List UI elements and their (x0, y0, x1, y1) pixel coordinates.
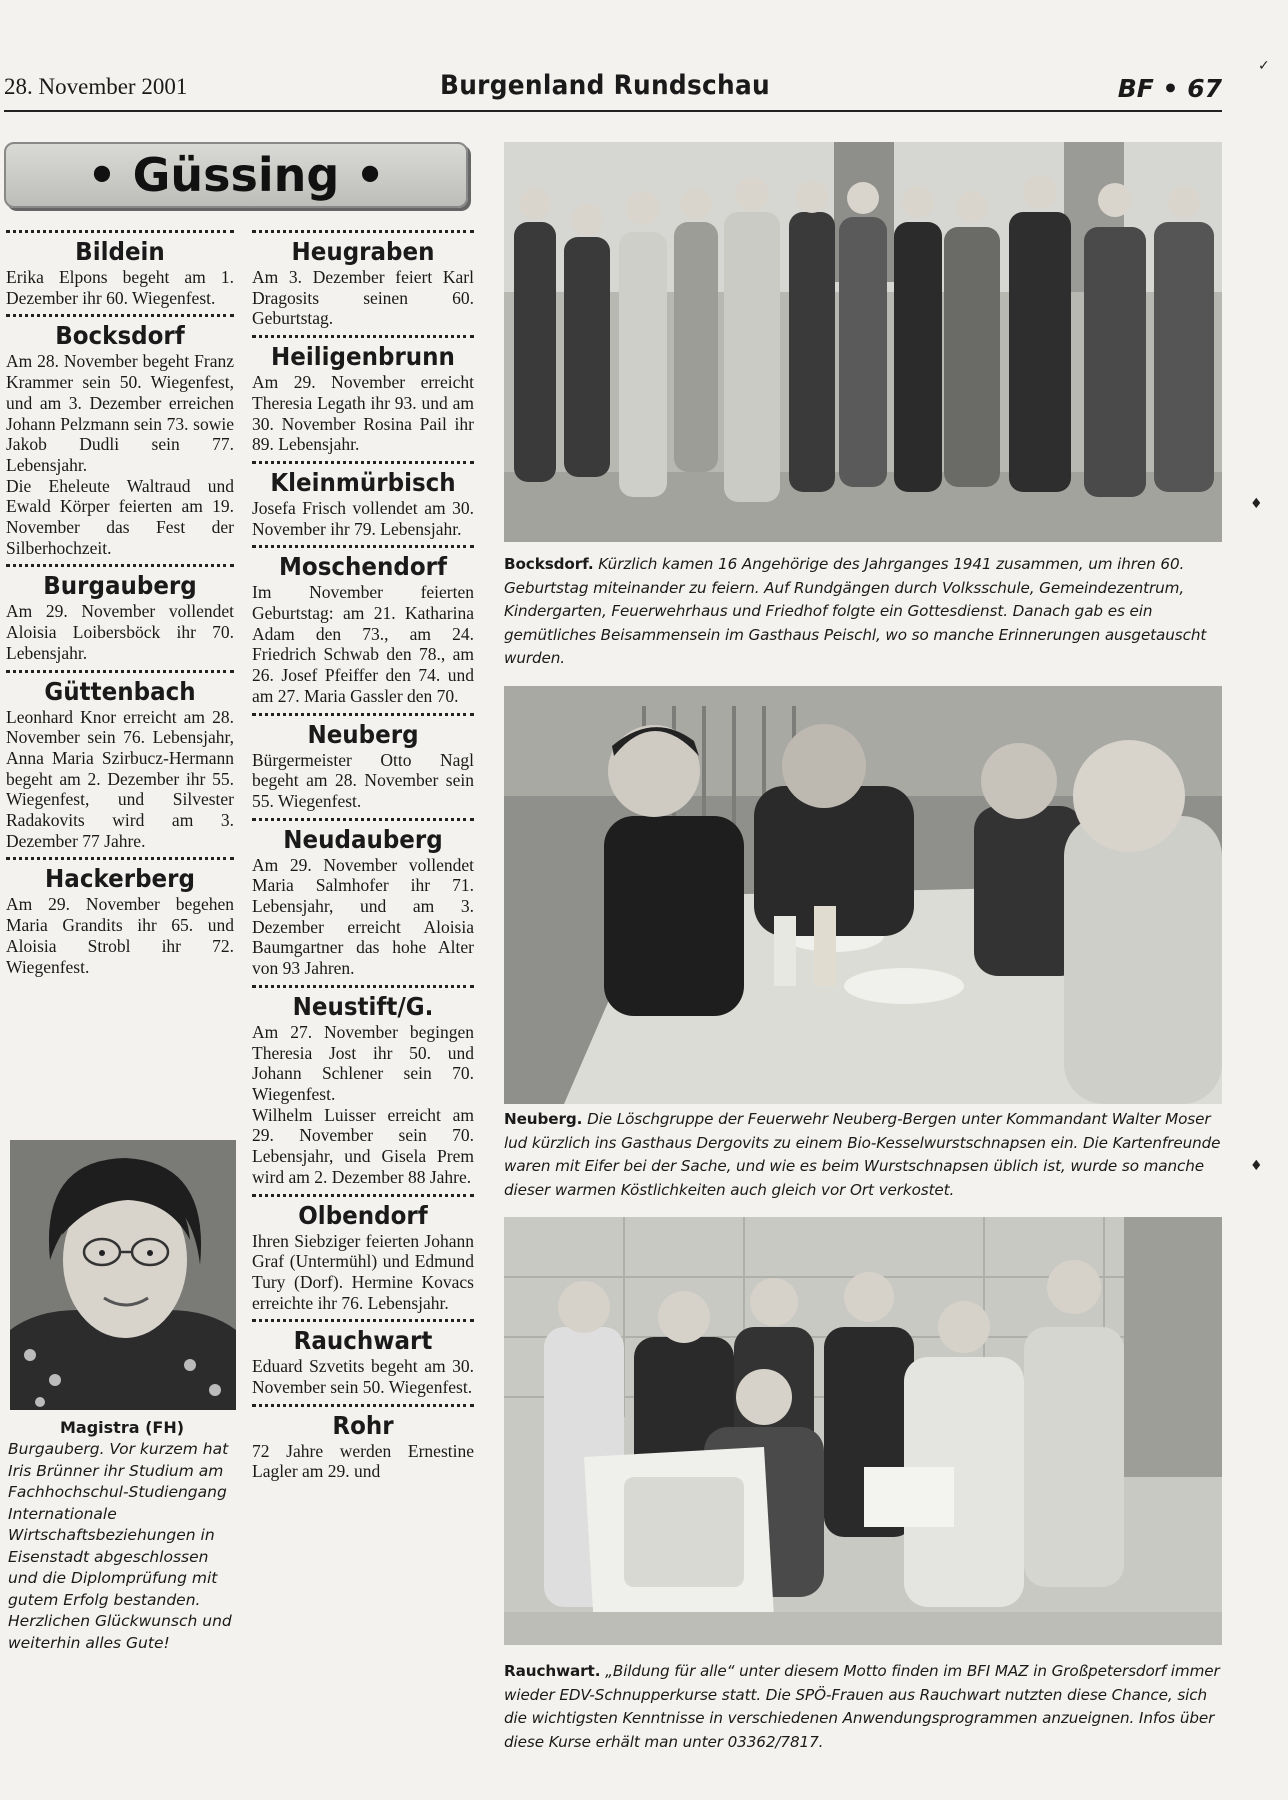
birthday-column-right (252, 228, 474, 1488)
village-heading: Heiligenbrunn (271, 342, 455, 372)
village-heading: Bildein (75, 237, 165, 266)
divider (252, 545, 474, 548)
divider (252, 1319, 474, 1322)
entry-text: Bürgermeister Otto Nagl begeht am 28. November sein 55. Wiegenfest. (252, 749, 474, 811)
entry-text: Am 29. November erreicht Theresia Legath ihr 93. und am 30. November Rosina Pail ihr 89. Lebensjahr. (252, 372, 474, 455)
divider (252, 818, 474, 821)
section-title: • Güssing • (87, 148, 385, 202)
portrait-caption-title: Magistra (FH) (59, 1418, 185, 1437)
entry-text: Am 29. November vollendet Maria Salmhofer ihr 71. Lebensjahr, und am 3. Dezember erreicht Aloisia Baumgartner das hohe Alter von 93 Jahren. (252, 854, 474, 979)
divider (6, 564, 234, 567)
caption-text: Kürzlich kamen 16 Angehörige des Jahrganges 1941 zusammen, um ihren 60. Geburtstag miteinander zu feiern. Auf Rundgängen durch Volksschule, Gemeindezentrum, Kindergarten, Feuerwehrhaus und Friedhof folgte ein Gottesdienst. Danach gab es ein gemütliches Beisammensein im Gasthaus Peischl, wo so manche Erinnerungen ausgetauscht wurden. (504, 555, 1207, 667)
divider (252, 1404, 474, 1407)
photo-caption (504, 1108, 1222, 1202)
village-heading: Rohr (332, 1410, 394, 1440)
photo-caption (504, 553, 1222, 671)
birthday-column-left (6, 228, 234, 983)
newspaper-title: Burgenland Rundschau (440, 70, 771, 101)
entry-text: Am 3. Dezember feiert Karl Dragosits seinen 60. Geburtstag. (252, 267, 474, 329)
scan-mark: ♦ (1250, 496, 1263, 512)
photo-caption (504, 1660, 1222, 1754)
portrait-caption-text: Burgauberg. Vor kurzem hat Iris Brünner ihr Studium am Fachhochschul-Studiengang Internationale Wirtschaftsbeziehungen in Eisenstadt abgeschlossen und die Diplomprüfung mit gutem Erfolg bestanden. Herzlichen Glückwunsch und weiterhin alles Gute! (8, 1440, 232, 1652)
divider (6, 230, 234, 233)
divider (252, 1194, 474, 1197)
divider (252, 230, 474, 233)
village-heading: Hackerberg (45, 864, 195, 894)
portrait-caption (8, 1418, 236, 1654)
entry-text: Ihren Siebziger feierten Johann Graf (Untermühl) und Edmund Tury (Dorf). Hermine Kovacs erreichte ihr 76. Lebensjahr. (252, 1230, 474, 1313)
divider (252, 461, 474, 464)
group-photo-bocksdorf (504, 142, 1222, 542)
entry-text: Am 29. November begehen Maria Grandits ihr 65. und Aloisia Strobl ihr 72. Wiegenfest. (6, 894, 234, 977)
entry-text: Am 29. November vollendet Aloisia Loibersböck ihr 70. Lebensjahr. (6, 601, 234, 663)
village-heading: Neudauberg (283, 824, 443, 854)
portrait-photo (10, 1140, 236, 1410)
entry-text: Im November feierten Geburtstag: am 21. Katharina Adam den 73., am 24. Friedrich Schwab den 78., am 26. Josef Pfeiffer den 74. und am 27. Maria Gassler den 70. (252, 582, 474, 706)
entry-text: Wilhelm Luisser erreicht am 29. November sein 70. Lebensjahr, und Gisela Prem wird am 2. Dezember 88 Jahre. (252, 1104, 474, 1187)
entry-text: Am 28. November begeht Franz Krammer sein 50. Wiegenfest, und am 3. Dezember erreichen Johann Pelzmann sein 73. sowie Jakob Dudli sein 77. Lebensjahr. (6, 351, 234, 475)
scan-mark: ♦ (1250, 1158, 1263, 1174)
header-rule (4, 110, 1222, 112)
village-heading: Neuberg (307, 719, 419, 749)
scan-mark: ✓ (1258, 58, 1270, 74)
divider (6, 314, 234, 317)
village-heading: Neustift/G. (292, 991, 434, 1021)
entry-text: Die Eheleute Waltraud und Ewald Körper feierten am 19. November das Fest der Silberhochzeit. (6, 475, 234, 558)
caption-text: Die Löschgruppe der Feuerwehr Neuberg-Bergen unter Kommandant Walter Moser lud kürzlich ins Gasthaus Dergovits zu einem Bio-Kesselwurstschnapsen ein. Die Kartenfreunde waren mit Eifer bei der Sache, und wie es beim Wurstschnapsen üblich ist, wurde so manche dieser warmen Köstlichkeiten auch gleich vor Ort verkostet. (504, 1110, 1221, 1199)
issue-date: 28. November 2001 (4, 74, 188, 99)
caption-lead: Neuberg. (504, 1110, 583, 1128)
caption-lead: Rauchwart. (504, 1662, 601, 1680)
entry-text: Leonhard Knor erreicht am 28. November sein 76. Lebensjahr, Anna Maria Szirbucz-Hermann begeht am 2. Dezember ihr 55. Wiegenfest, und Silvester Radakovits wird am 3. Dezember 77 Jahre. (6, 706, 234, 851)
caption-text: „Bildung für alle“ unter diesem Motto finden im BFI MAZ in Großpetersdorf immer wieder EDV-Schnupperkurse statt. Die SPÖ-Frauen aus Rauchwart nutzten diese Chance, sich die wichtigsten Kenntnisse in verschiedenen Anwendungsprogrammen anzueignen. Infos über diese Kurse erhält man unter 03362/7817. (504, 1662, 1220, 1751)
divider (252, 335, 474, 338)
entry-text: Josefa Frisch vollendet am 30. November ihr 79. Lebensjahr. (252, 497, 474, 539)
divider (6, 857, 234, 860)
divider (6, 670, 234, 673)
caption-lead: Bocksdorf. (504, 555, 594, 573)
village-heading: Rauchwart (293, 1326, 433, 1356)
village-heading: Heugraben (291, 237, 435, 266)
entry-text: Eduard Szvetits begeht am 30. November sein 50. Wiegenfest. (252, 1356, 474, 1398)
village-heading: Güttenbach (44, 676, 196, 706)
village-heading: Bocksdorf (55, 321, 185, 351)
entry-text: 72 Jahre werden Ernestine Lagler am 29. und (252, 1440, 474, 1482)
divider (252, 985, 474, 988)
divider (252, 713, 474, 716)
section-banner (4, 142, 468, 208)
village-heading: Moschendorf (279, 552, 447, 582)
group-photo-rauchwart (504, 1217, 1222, 1645)
page-number: BF • 67 (1117, 74, 1222, 103)
entry-text: Am 27. November begingen Theresia Jost ihr 50. und Johann Schlener sein 70. Wiegenfest. (252, 1021, 474, 1104)
village-heading: Olbendorf (298, 1200, 428, 1230)
group-photo-neuberg (504, 686, 1222, 1104)
village-heading: Kleinmürbisch (270, 467, 456, 497)
entry-text: Erika Elpons begeht am 1. Dezember ihr 60. Wiegenfest. (6, 267, 234, 308)
village-heading: Burgauberg (43, 571, 197, 601)
